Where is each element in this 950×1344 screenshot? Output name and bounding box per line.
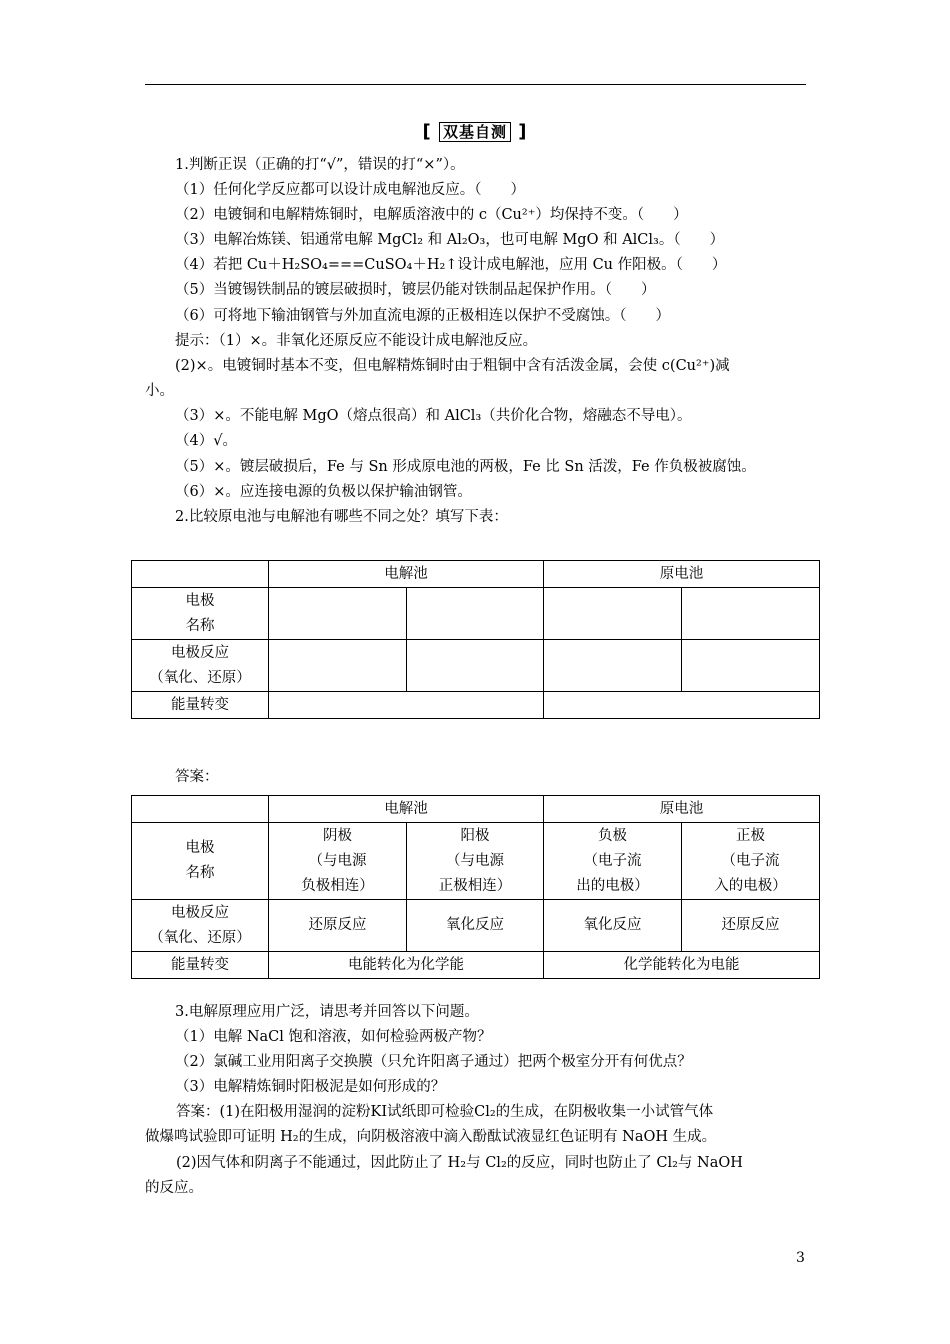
q1-hint-2-cont: 小。: [145, 383, 174, 399]
cell-negative: [544, 823, 682, 900]
positive-line: 正极: [736, 827, 765, 844]
q2-answer-label: 答案：: [175, 769, 219, 785]
blank-label-line: 电极: [185, 592, 215, 609]
q3-answer-line-1: 答案：(1)在阳极用湿润的淀粉KI试纸即可检验Cl₂的生成，在阴极收集一小试管气体: [176, 1104, 714, 1120]
heading-bracket-close: ]: [518, 121, 528, 142]
cathode-line: （与电源: [308, 852, 367, 869]
comparison-table-blank: [131, 560, 820, 719]
blank-cell: [269, 588, 407, 640]
cathode-line: 阴极: [323, 827, 352, 844]
q3-item-3: （3）电解精炼铜时阳极泥是如何形成的？: [175, 1079, 446, 1095]
cell-reduction: 还原反应: [269, 900, 407, 952]
blank-header-electrolytic: 电解池: [269, 561, 544, 588]
cell-oxidation-2: 氧化反应: [544, 900, 682, 952]
q1-item-2: （2）电镀铜和电解精炼铜时，电解质溶液中的 c（Cu²⁺）均保持不变。（ ）: [175, 207, 688, 223]
blank-cell: [544, 692, 820, 719]
answer-label-line: 电极反应: [171, 904, 229, 921]
answer-row-label-energy: 能量转变: [132, 952, 269, 979]
q1-item-6: （6）可将地下输油钢管与外加直流电源的正极相连以保护不受腐蚀。（ ）: [175, 308, 670, 324]
q1-hint-1: 提示：（1）×。非氧化还原反应不能设计成电解池反应。: [175, 333, 538, 349]
blank-cell: [407, 640, 544, 692]
negative-line: 负极: [598, 827, 627, 844]
q1-hint-5: （5）×。镀层破损后，Fe 与 Sn 形成原电池的两极，Fe 比 Sn 活泼，Fe 作负极被腐蚀。: [175, 459, 756, 475]
q3-item-2: （2）氯碱工业用阳离子交换膜（只允许阳离子通过）把两个极室分开有何优点？: [175, 1054, 692, 1070]
cell-anode: [407, 823, 544, 900]
blank-row-label-energy: 能量转变: [132, 692, 269, 719]
anode-line: （与电源: [446, 852, 504, 869]
blank-cell: [544, 640, 682, 692]
answer-header-galvanic: 原电池: [544, 796, 820, 823]
cell-reduction-2: 还原反应: [682, 900, 820, 952]
blank-cell: [682, 588, 820, 640]
cell-oxidation: 氧化反应: [407, 900, 544, 952]
answer-corner-cell: [132, 796, 269, 823]
anode-line: 正极相连）: [438, 877, 512, 894]
blank-corner-cell: [132, 561, 269, 588]
answer-row-label-name: [132, 823, 269, 900]
positive-line: 入的电极）: [714, 877, 787, 894]
q3-item-1: （1）电解 NaCl 饱和溶液，如何检验两极产物？: [175, 1029, 492, 1045]
answer-label-line: 电极: [185, 840, 215, 856]
blank-cell: [407, 588, 544, 640]
answer-header-electrolytic: 电解池: [269, 796, 544, 823]
blank-row-label-name: [132, 588, 269, 640]
q1-hint-4: （4）√。: [175, 433, 237, 449]
cell-energy-galvanic: 化学能转化为电能: [544, 952, 820, 979]
blank-label-line: （氧化、还原）: [149, 669, 251, 686]
answer-label-line: 名称: [185, 865, 215, 881]
blank-cell: [682, 640, 820, 692]
cell-positive: [682, 823, 820, 900]
q3-stem: 3.电解原理应用广泛，请思考并回答以下问题。: [175, 1004, 479, 1020]
page-number: 3: [796, 1250, 805, 1266]
q2-stem: 2.比较原电池与电解池有哪些不同之处？填写下表：: [175, 509, 508, 525]
heading-bracket-open: [: [422, 121, 432, 142]
section-heading: [0, 121, 950, 142]
negative-line: 出的电极）: [576, 877, 649, 894]
positive-line: （电子流: [721, 852, 780, 869]
q1-hint-6: （6）×。应连接电源的负极以保护输油钢管。: [175, 484, 472, 500]
anode-line: 阳极: [460, 827, 490, 844]
q3-answer-line-2: 做爆鸣试验即可证明 H₂的生成，向阴极溶液中滴入酚酞试液显红色证明有 NaOH 生成。: [145, 1129, 717, 1145]
q1-hint-2: (2)×。电镀铜时基本不变，但电解精炼铜时由于粗铜中含有活泼金属，会使 c(Cu²⁺)减: [175, 358, 730, 374]
header-rule: [145, 84, 806, 85]
blank-header-galvanic: 原电池: [544, 561, 820, 588]
answer-row-label-reaction: [132, 900, 269, 952]
q1-item-1: （1）任何化学反应都可以设计成电解池反应。（ ）: [175, 182, 525, 198]
negative-line: （电子流: [583, 852, 642, 869]
heading-title: 双基自测: [439, 122, 511, 142]
q1-item-3: （3）电解冶炼镁、铝通常电解 MgCl₂ 和 Al₂O₃，也可电解 MgO 和 AlCl₃。（ ）: [175, 232, 725, 248]
q1-item-4: （4）若把 Cu＋H₂SO₄===CuSO₄＋H₂↑设计成电解池，应用 Cu 作阳极。（ ）: [175, 257, 727, 273]
q1-item-5: （5）当镀锡铁制品的镀层破损时，镀层仍能对铁制品起保护作用。（ ）: [175, 282, 656, 298]
cell-energy-electrolytic: 电能转化为化学能: [269, 952, 544, 979]
cathode-line: 负极相连）: [301, 877, 374, 894]
blank-cell: [544, 588, 682, 640]
blank-label-line: 电极反应: [171, 644, 229, 661]
q3-answer-line-4: 的反应。: [145, 1180, 203, 1196]
q3-answer-line-3: (2)因气体和阴离子不能通过，因此防止了 H₂与 Cl₂的反应，同时也防止了 Cl₂与 NaOH: [176, 1155, 743, 1171]
q1-hint-3: （3）×。不能电解 MgO（熔点很高）和 AlCl₃（共价化合物，熔融态不导电）。: [175, 408, 692, 424]
blank-cell: [269, 692, 544, 719]
cell-cathode: [269, 823, 407, 900]
q1-stem: 1.判断正误（正确的打“√”，错误的打“×”）。: [175, 157, 465, 173]
answer-label-line: （氧化、还原）: [149, 929, 251, 946]
comparison-table-answer: [131, 795, 820, 979]
blank-row-label-reaction: [132, 640, 269, 692]
blank-label-line: 名称: [185, 617, 215, 634]
blank-cell: [269, 640, 407, 692]
